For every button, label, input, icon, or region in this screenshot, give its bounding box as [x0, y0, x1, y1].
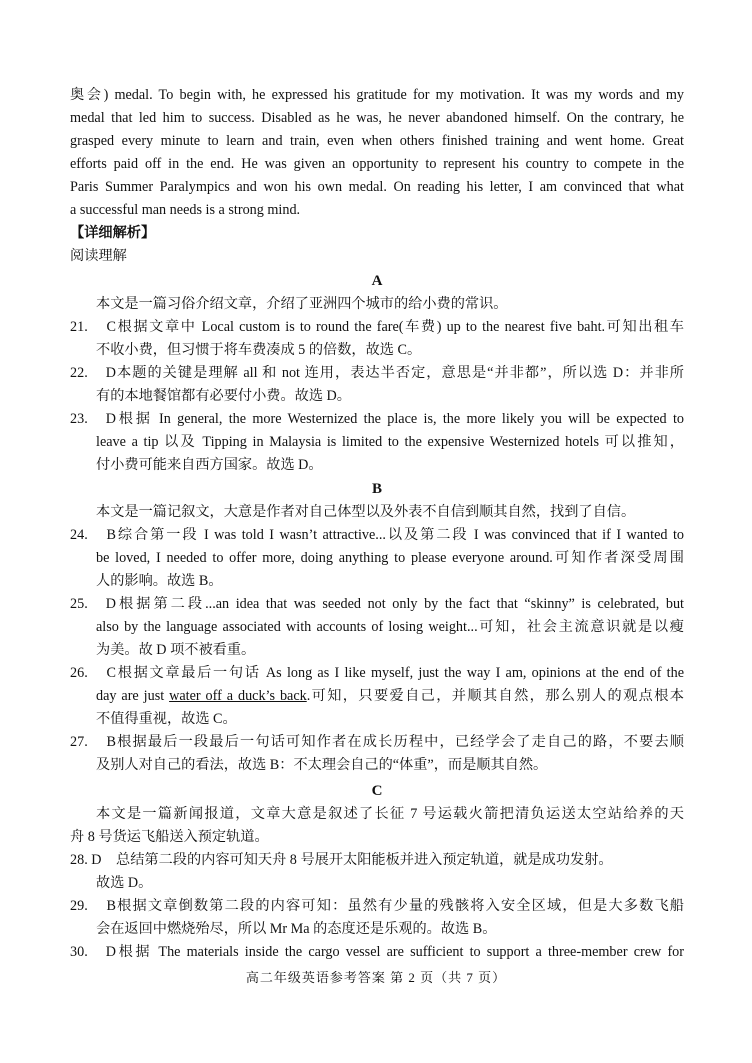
answer-text: 及别人对自己的看法，故选 B：不太理会自己的“体重”，而是顺其自然。 [96, 757, 548, 773]
answer-number: 26. C [70, 665, 116, 681]
answer-text: also by the language associated with accounts of losing weight...可知，社会主流意识就是以瘦 [96, 619, 684, 635]
answer-text: 本题的关键是理解 all 和 not 连用，表达半否定，意思是“并非都”，所以选 D：并非所 [116, 365, 684, 381]
answer-number: 22. D [70, 365, 116, 381]
answer-25 [70, 593, 684, 662]
part-a [70, 270, 684, 477]
intro-line: efforts paid off in the end. He was given an opportunity to represent his country to compete in the [70, 156, 684, 172]
answer-text: 根据 In general, the more Westernized the place is, the more likely you will be expected to [116, 411, 684, 427]
section-subtitle: 阅读理解 [70, 248, 127, 264]
answer-number: 27. B [70, 734, 116, 750]
answer-number: 24. B [70, 527, 116, 543]
answer-text: 根据第二段...an idea that was seeded not only by the fact that “skinny” is celebrated, but [116, 596, 684, 612]
intro-line: Paris Summer Paralympics and won his own medal. On reading his letter, I am convinced that what [70, 179, 684, 195]
answer-text: 为美。故 D 项不被看重。 [96, 642, 256, 658]
underlined-phrase: water off a duck’s back [169, 688, 307, 704]
answer-text: 根据文章最后一句话 As long as I like myself, just the way I am, opinions at the end of the [116, 665, 684, 681]
answer-text: .可知，只要爱自己，并顺其自然，那么别人的观点根本 [306, 688, 684, 704]
answer-number: 28. D [70, 852, 102, 868]
answer-text: 综合第一段 I was told I wasn’t attractive...以及第二段 I was convinced that if I wanted to [116, 527, 684, 543]
answer-number: 25. D [70, 596, 116, 612]
answer-text: 会在返回中燃烧殆尽，所以 Mr Ma 的态度还是乐观的。故选 B。 [96, 921, 497, 937]
section-title: 【详细解析】 [70, 225, 156, 241]
answer-text: leave a tip 以及 Tipping in Malaysia is limited to the expensive Westernized hotels 可以推知， [96, 434, 684, 450]
answer-30 [70, 941, 684, 964]
answer-text: 根据最后一段最后一句话可知作者在成长历程中，已经学会了走自己的路，不要去顺 [116, 734, 684, 750]
answer-text: 有的本地餐馆都有必要付小费。故选 D。 [96, 388, 351, 404]
answer-number: 29. B [70, 898, 116, 914]
part-b-summary: 本文是一篇记叙文，大意是作者对自己体型以及外表不自信到顺其自然，找到了自信。 [96, 504, 636, 520]
answer-text: 根据 The materials inside the cargo vessel are sufficient to support a three-member crew for [116, 944, 684, 960]
answer-text: 根据文章倒数第二段的内容可知：虽然有少量的残骸将入安全区域，但是大多数飞船 [116, 898, 684, 914]
answer-number: 23. D [70, 411, 116, 427]
answer-26 [70, 662, 684, 731]
intro-line: 奥会) medal. To begin with, he expressed his gratitude for my motivation. It was my words and my [70, 87, 684, 103]
answer-text: 故选 D。 [96, 875, 153, 891]
answer-text: 不值得重视，故选 C。 [96, 711, 237, 727]
page-footer: 高二年级英语参考答案 第 2 页（共 7 页） [245, 970, 507, 985]
answer-text: be loved, I needed to offer more, doing anything to please everyone around.可知作者深受周围 [96, 550, 684, 566]
answer-text: 总结第二段的内容可知天舟 8 号展开太阳能板并进入预定轨道，就是成功发射。 [116, 852, 613, 868]
answer-24 [70, 524, 684, 593]
answer-number: 21. C [70, 319, 116, 335]
part-a-summary: 本文是一篇习俗介绍文章，介绍了亚洲四个城市的给小费的常识。 [96, 296, 508, 312]
answer-29 [70, 895, 684, 941]
answer-text: 人的影响。故选 B。 [96, 573, 223, 589]
part-c-summary: 本文是一篇新闻报道，文章大意是叙述了长征 7 号运载火箭把清负运送太空站给养的天 [96, 806, 684, 822]
answer-21 [70, 316, 684, 362]
part-c-summary: 舟 8 号货运飞船送入预定轨道。 [70, 829, 269, 845]
answer-22 [70, 362, 684, 408]
intro-paragraph [70, 84, 684, 268]
part-c [70, 780, 684, 964]
answer-text: 根据文章中 Local custom is to round the fare(车费) up to the nearest five baht.可知出租车 [116, 319, 684, 335]
answer-text: 不收小费，但习惯于将车费凑成 5 的倍数，故选 C。 [96, 342, 422, 358]
intro-line: medal that led him to success. Disabled as he was, he never abandoned himself. On the contrary, he [70, 110, 684, 126]
part-c-heading: C [371, 783, 383, 799]
answer-28 [70, 849, 684, 895]
intro-line: a successful man needs is a strong mind. [70, 202, 301, 218]
part-b [70, 478, 684, 777]
answer-text: 付小费可能来自西方国家。故选 D。 [96, 457, 323, 473]
answer-23 [70, 408, 684, 477]
part-a-heading: A [371, 273, 383, 289]
answer-27 [70, 731, 684, 777]
answer-number: 30. D [70, 944, 116, 960]
answer-text: day are just [96, 688, 170, 704]
intro-line: grasped every minute to learn and train, even when others finished training and went home. Great [70, 133, 684, 149]
part-b-heading: B [371, 481, 382, 497]
